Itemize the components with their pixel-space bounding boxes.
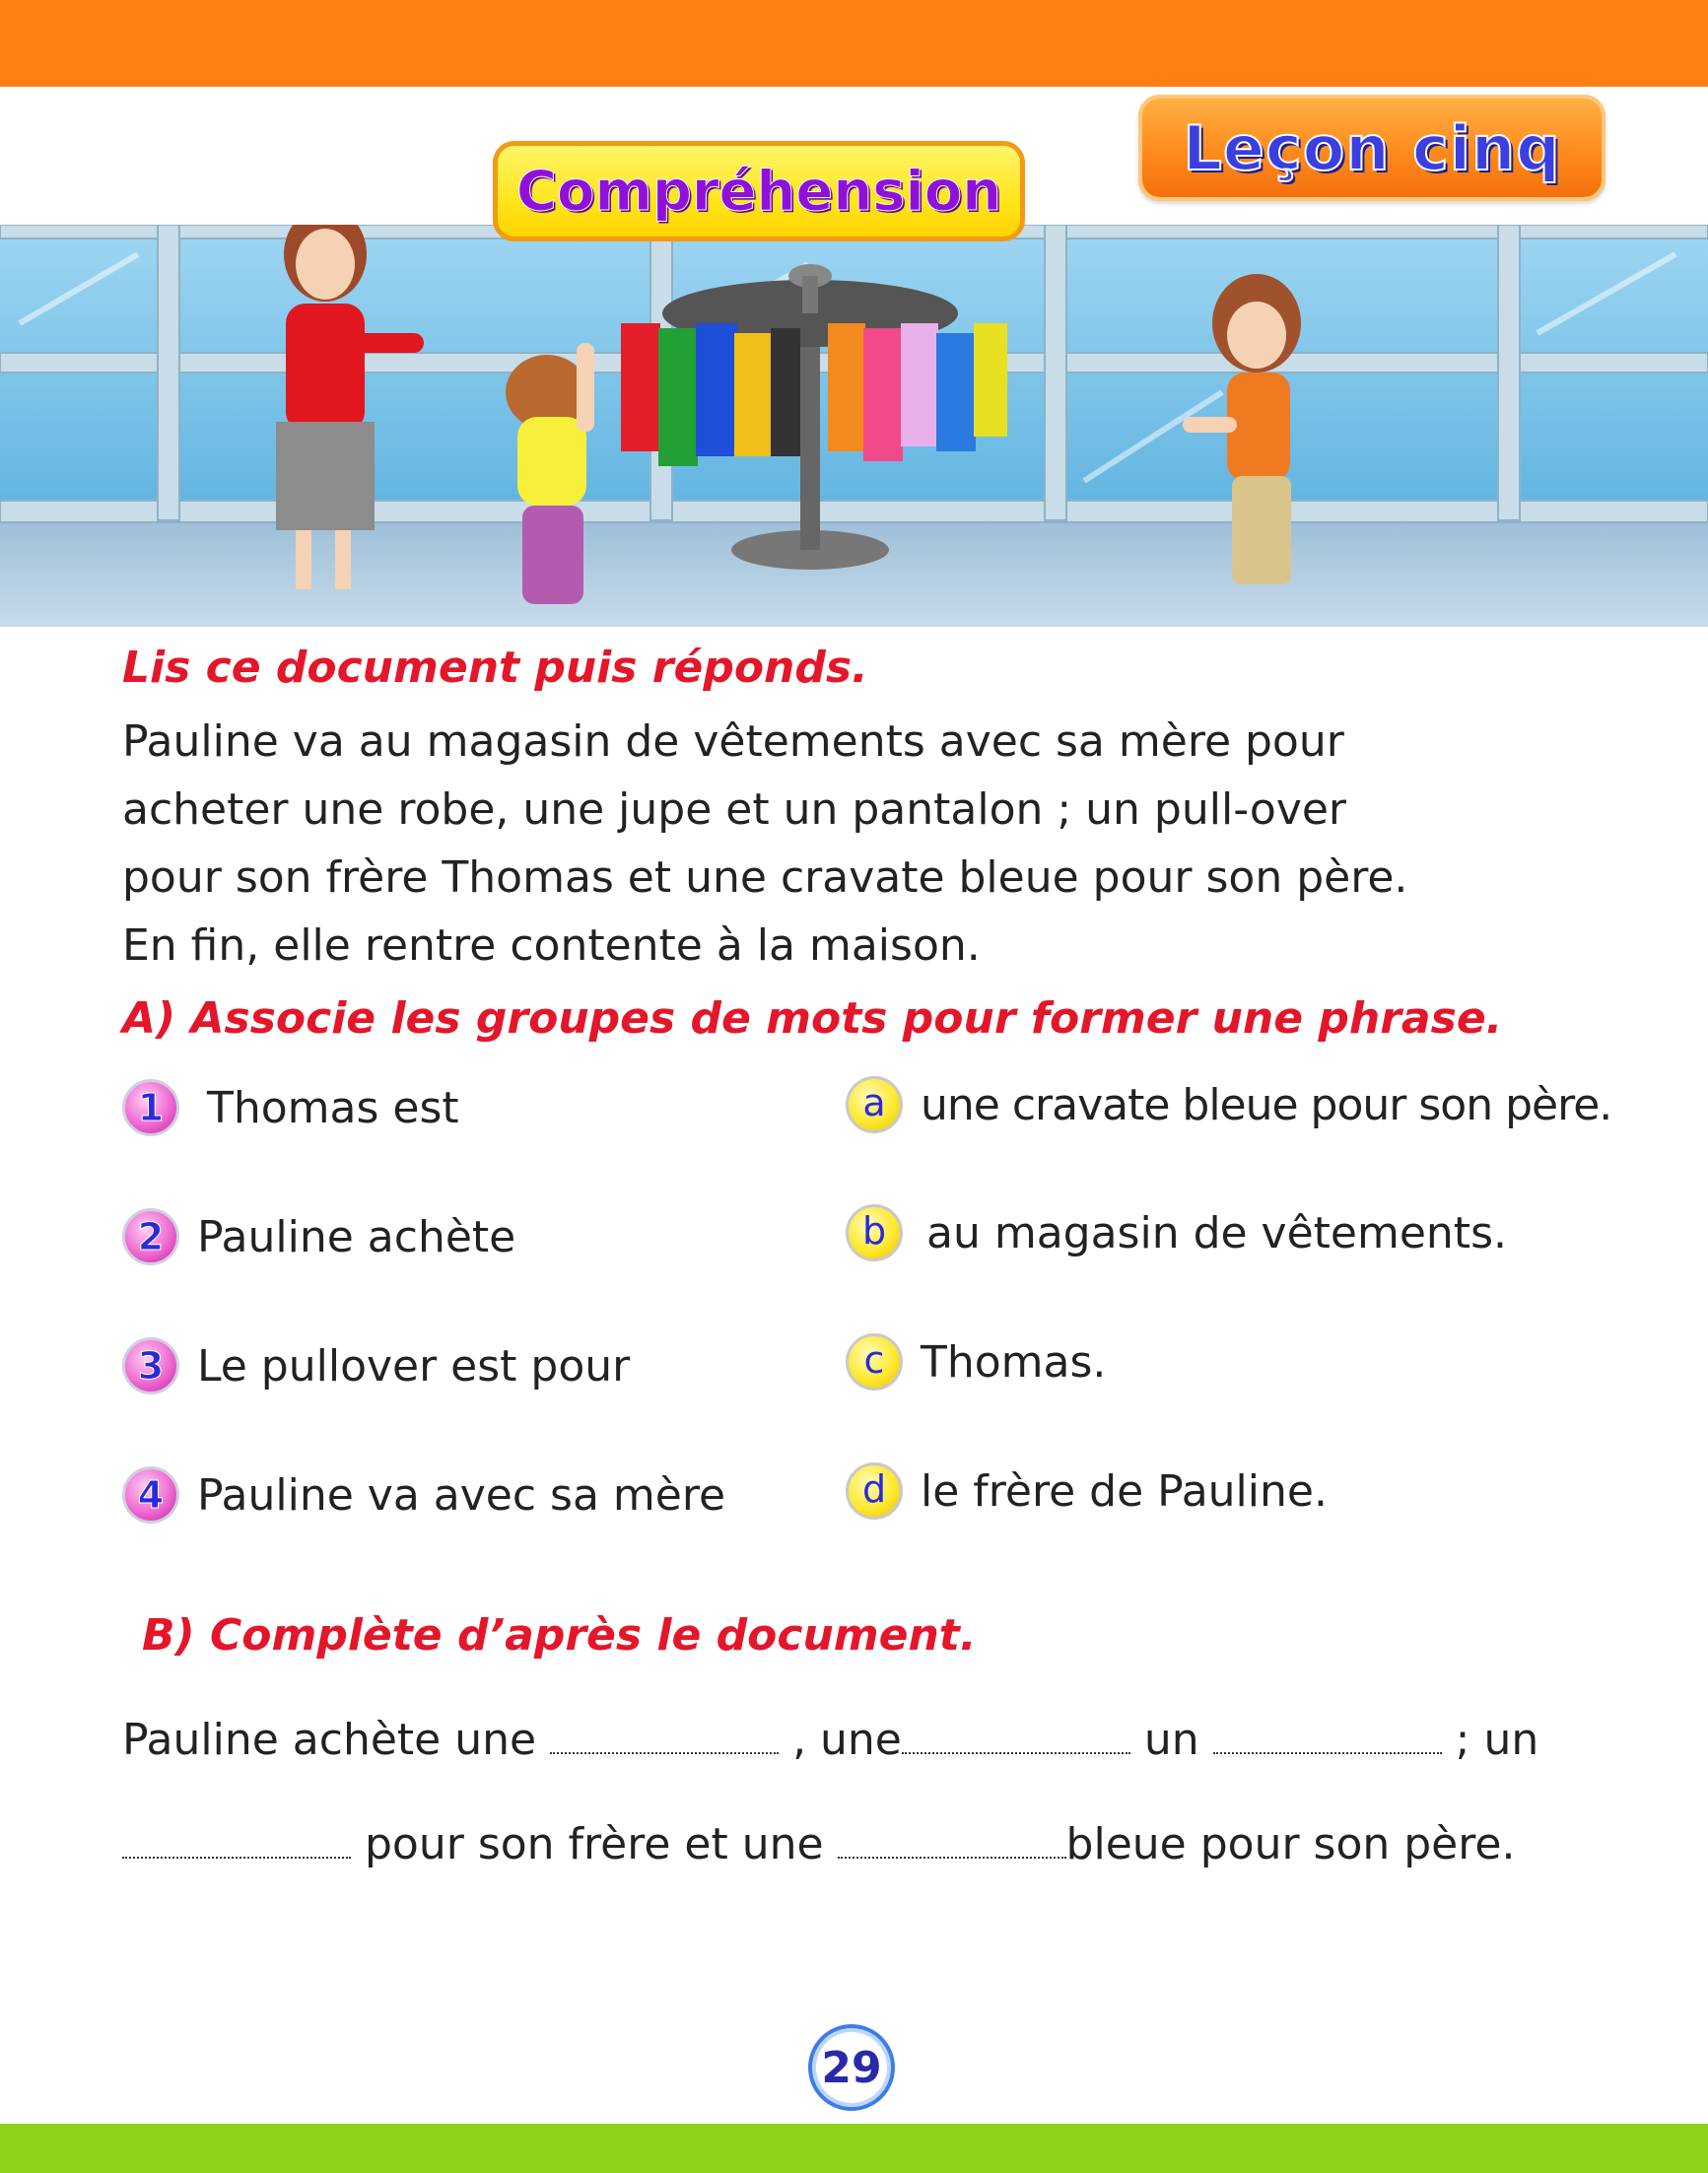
- match-left-item[interactable]: [122, 1208, 515, 1265]
- lesson-badge: [1138, 95, 1606, 201]
- match-right-item[interactable]: [846, 1333, 1106, 1391]
- match-left-item[interactable]: [122, 1079, 459, 1136]
- match-right-item[interactable]: [846, 1462, 1328, 1520]
- blank-field[interactable]: [1213, 1752, 1442, 1754]
- match-left-text: Le pullover est pour: [197, 1340, 631, 1392]
- completion-text: , une: [792, 1715, 902, 1765]
- match-right-text: le frère de Pauline.: [921, 1465, 1328, 1517]
- section-title: Compréhension: [515, 159, 1002, 224]
- letter-badge: c: [846, 1333, 903, 1391]
- blank-field[interactable]: [902, 1752, 1130, 1754]
- match-left-item[interactable]: [122, 1466, 725, 1524]
- completion-text: pour son frère et une: [365, 1819, 824, 1869]
- completion-text: ; un: [1455, 1715, 1539, 1765]
- completion-line-2: [122, 1819, 1515, 1869]
- match-left-text: Pauline va avec sa mère: [197, 1469, 726, 1521]
- completion-text: un: [1143, 1715, 1199, 1765]
- match-right-text: une cravate bleue pour son père.: [921, 1079, 1612, 1130]
- letter-badge: a: [846, 1076, 903, 1133]
- blank-field[interactable]: [122, 1857, 351, 1859]
- main-instruction: Lis ce document puis réponds.: [122, 643, 868, 693]
- document-line: En fin, elle rentre contente à la maison.: [122, 920, 981, 971]
- blank-field[interactable]: [550, 1752, 779, 1754]
- top-orange-bar: [0, 0, 1708, 87]
- comprehension-badge: [493, 141, 1025, 241]
- match-right-item[interactable]: [846, 1204, 1507, 1261]
- bottom-green-bar: [0, 2124, 1708, 2173]
- page-number: 29: [808, 2024, 895, 2111]
- match-left-text: Pauline achète: [197, 1211, 516, 1262]
- completion-text: bleue pour son père.: [1065, 1819, 1516, 1869]
- match-right-text: Thomas.: [921, 1336, 1107, 1388]
- match-right-item[interactable]: [846, 1076, 1611, 1133]
- letter-badge: b: [846, 1204, 903, 1261]
- store-illustration: [0, 225, 1708, 627]
- document-line: Pauline va au magasin de vêtements avec sa mère pour: [122, 716, 1344, 767]
- match-left-text: Thomas est: [207, 1082, 459, 1133]
- document-paragraph: [122, 708, 1601, 980]
- completion-line-1: [122, 1715, 1538, 1765]
- part-a-instruction: A) Associe les groupes de mots pour former une phrase.: [122, 993, 1503, 1044]
- part-b-instruction: B) Complète d’après le document.: [142, 1610, 977, 1661]
- match-left-item[interactable]: [122, 1337, 630, 1394]
- document-line: pour son frère Thomas et une cravate bleue pour son père.: [122, 852, 1408, 903]
- number-badge: 1: [122, 1079, 179, 1136]
- number-badge: 2: [122, 1208, 179, 1265]
- document-line: acheter une robe, une jupe et un pantalon ; un pull-over: [122, 784, 1347, 835]
- lesson-title: Leçon cinq: [1183, 111, 1561, 184]
- completion-text: Pauline achète une: [122, 1715, 537, 1765]
- blank-field[interactable]: [838, 1857, 1066, 1859]
- number-badge: 3: [122, 1337, 179, 1394]
- letter-badge: d: [846, 1462, 903, 1520]
- match-right-text: au magasin de vêtements.: [926, 1207, 1507, 1258]
- number-badge: 4: [122, 1466, 179, 1524]
